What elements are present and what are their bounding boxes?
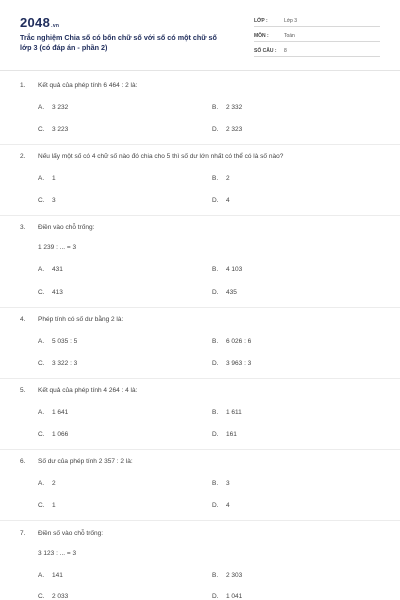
option-letter: B. [212,338,219,345]
option-letter: C. [38,126,45,133]
option-d[interactable] [212,502,230,509]
option-c[interactable] [38,197,56,204]
option-letter: C. [38,289,45,296]
option-text: 2 323 [226,126,243,133]
question-text: Số dư của phép tính 2 357 : 2 là: [38,458,133,465]
option-b[interactable] [212,338,251,345]
option-a[interactable] [38,338,77,345]
question-divider [0,520,400,521]
option-text: 161 [226,431,237,438]
option-letter: A. [38,104,45,111]
option-letter: A. [38,266,45,273]
option-d[interactable] [212,289,237,296]
header-divider [0,70,400,71]
option-letter: B. [212,480,219,487]
option-text: 1 041 [226,593,243,600]
option-b[interactable] [212,104,242,111]
meta-subject-value: Toán [284,33,295,39]
option-letter: D. [212,360,219,367]
question-text: Kết quả của phép tính 6 464 : 2 là: [38,82,138,89]
logo-text: 2048 [20,15,51,30]
option-text: 4 103 [226,266,243,273]
option-letter: B. [212,104,219,111]
option-letter: C. [38,593,45,600]
option-text: 6 026 : 6 [226,338,252,345]
option-letter: A. [38,175,45,182]
option-letter: C. [38,431,45,438]
option-text: 3 [52,197,56,204]
option-text: 4 [226,502,230,509]
option-letter: B. [212,409,219,416]
option-text: 431 [52,266,63,273]
option-text: 3 963 : 3 [226,360,252,367]
option-letter: C. [38,197,45,204]
question-divider [0,144,400,145]
question-text: Phép tính có số dư bằng 2 là: [38,316,124,323]
question-divider [0,378,400,379]
document-header [0,0,400,70]
option-text: 141 [52,572,63,579]
option-letter: B. [212,266,219,273]
option-letter: D. [212,126,219,133]
option-text: 413 [52,289,63,296]
option-c[interactable] [38,431,68,438]
question-number: 5. [20,387,26,394]
question-number: 3. [20,224,26,231]
option-b[interactable] [212,409,242,416]
option-text: 4 [226,197,230,204]
question-number: 2. [20,153,26,160]
option-b[interactable] [212,572,242,579]
option-d[interactable] [212,197,230,204]
question-number: 4. [20,316,26,323]
option-text: 2 332 [226,104,243,111]
question-divider [0,215,400,216]
option-text: 2 303 [226,572,243,579]
option-letter: D. [212,502,219,509]
option-text: 3 223 [52,126,69,133]
option-letter: C. [38,360,45,367]
option-a[interactable] [38,266,63,273]
option-b[interactable] [212,175,230,182]
option-d[interactable] [212,126,242,133]
meta-grade-value: Lớp 3 [284,18,298,24]
option-letter: B. [212,572,219,579]
option-letter: A. [38,572,45,579]
question-expression: 1 239 : ... = 3 [38,244,77,251]
option-letter: D. [212,197,219,204]
option-a[interactable] [38,409,68,416]
logo-suffix: .vn [51,23,60,29]
title-line-1: Trắc nghiệm Chia số có bốn chữ số với số có một chữ số [20,33,217,42]
option-letter: B. [212,175,219,182]
option-a[interactable] [38,480,56,487]
option-letter: D. [212,593,219,600]
option-text: 435 [226,289,237,296]
option-c[interactable] [38,593,68,600]
option-text: 2 [52,480,56,487]
option-d[interactable] [212,593,242,600]
option-a[interactable] [38,175,56,182]
question-text: Điền vào chỗ trống: [38,224,95,231]
meta-count-label: SỐ CÂU : [254,48,277,54]
question-expression: 3 123 : ... = 3 [38,550,77,557]
option-letter: D. [212,289,219,296]
option-text: 3 232 [52,104,69,111]
option-c[interactable] [38,360,77,367]
question-number: 6. [20,458,26,465]
meta-grade-label: LỚP : [254,18,268,24]
option-text: 5 035 : 5 [52,338,78,345]
question-text: Kết quả của phép tính 4 264 : 4 là: [38,387,138,394]
option-text: 1 066 [52,431,69,438]
meta-subject [254,31,380,42]
option-text: 2 [226,175,230,182]
meta-subject-label: MÔN : [254,33,269,39]
question-number: 1. [20,82,26,89]
option-a[interactable] [38,104,68,111]
option-b[interactable] [212,480,230,487]
question-text: Nếu lấy một số có 4 chữ số nào đó chia cho 5 thì số dư lớn nhất có thể có là số nào? [38,153,284,160]
option-d[interactable] [212,360,251,367]
option-text: 1 611 [226,409,242,416]
option-letter: D. [212,431,219,438]
site-logo[interactable] [20,15,59,30]
option-letter: A. [38,409,45,416]
option-text: 1 [52,502,56,509]
option-text: 2 033 [52,593,69,600]
option-letter: A. [38,480,45,487]
question-divider [0,307,400,308]
question-divider [0,449,400,450]
document-title [20,33,245,53]
option-d[interactable] [212,431,237,438]
meta-count-value: 8 [284,48,287,54]
option-letter: C. [38,502,45,509]
option-text: 3 322 : 3 [52,360,78,367]
option-c[interactable] [38,126,68,133]
meta-grade [254,16,380,27]
option-c[interactable] [38,289,63,296]
option-text: 1 [52,175,56,182]
option-b[interactable] [212,266,242,273]
question-number: 7. [20,530,26,537]
option-letter: A. [38,338,45,345]
option-text: 1 641 [52,409,69,416]
option-text: 3 [226,480,230,487]
question-text: Điền số vào chỗ trống: [38,530,104,537]
meta-question-count [254,46,380,57]
title-line-2: lớp 3 (có đáp án - phần 2) [20,43,108,52]
option-c[interactable] [38,502,56,509]
option-a[interactable] [38,572,63,579]
